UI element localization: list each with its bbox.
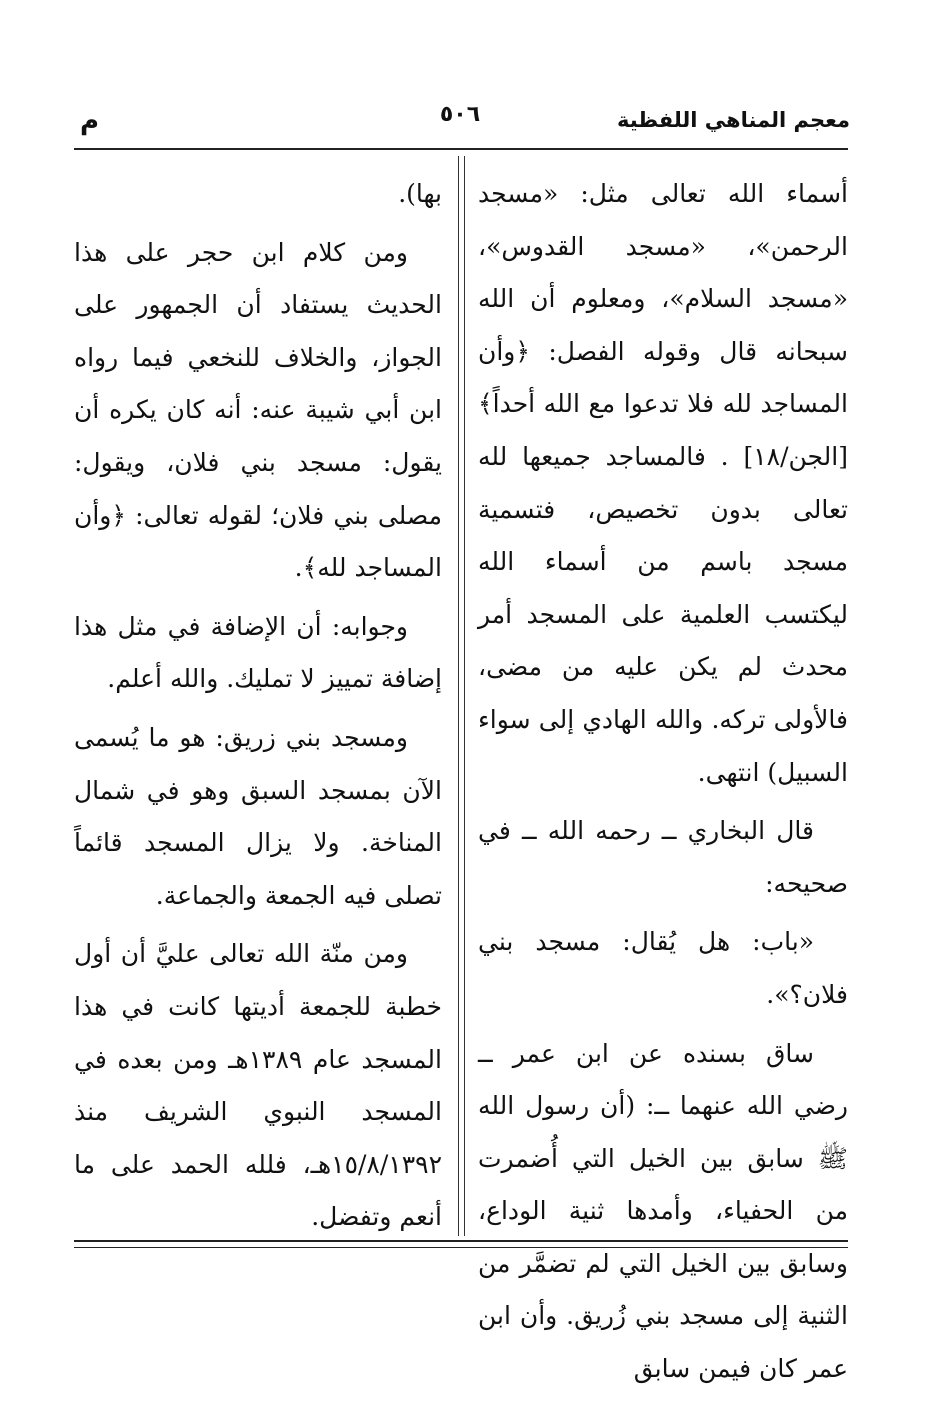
paragraph: أسماء الله تعالى مثل: «مسجد الرحمن»، «مسجد القدوس»، «مسجد السلام»، ومعلوم أن الله سبحانه قال وقوله الفصل: ﴿وأن المساجد لله فلا تدعوا مع الله أحداً﴾ [الجن/١٨] . فالمساجد جميعها لله تعالى بدون تخصيص، فتسمية مسجد باسم من أسماء الله ليكتسب العلمية على المسجد أمر محدث لم يكن عليه من مضى، فالأولى تركه. والله الهادي إلى سواء السبيل) انتهى. bbox=[478, 179, 848, 787]
footer-rule bbox=[74, 1240, 848, 1242]
header-rule bbox=[74, 148, 848, 150]
paragraph: قال البخاري ــ رحمه الله ــ في صحيحه: bbox=[478, 816, 848, 898]
paragraph: «باب: هل يُقال: مسجد بني فلان؟». bbox=[478, 927, 848, 1009]
page-number: ٥٠٦ bbox=[439, 102, 481, 127]
section-letter: م bbox=[80, 106, 100, 136]
paragraph: ساق بسنده عن ابن عمر ــ رضي الله عنهما ــ: (أن رسول الله ﷺ سابق بين الخيل التي أُضمرت من الحفياء، وأمدها ثنية الوداع، وسابق بين الخيل التي لم تضمَّر من الثنية إلى مسجد بني زُريق. وأن ابن عمر كان فيمن سابق bbox=[478, 1038, 848, 1384]
right-column bbox=[478, 168, 848, 1402]
paragraph: ومن منّة الله تعالى عليَّ أن أول خطبة للجمعة أديتها كانت في هذا المسجد عام ١٣٨٩هـ ومن بعده في المسجد النبوي الشريف منذ ١٥/٨/١٣٩٢هـ، فلله الحمد على ما أنعم وتفضل. bbox=[74, 939, 442, 1232]
page-header bbox=[70, 100, 850, 140]
paragraph: ومسجد بني زريق: هو ما يُسمى الآن بمسجد السبق وهو في شمال المناخة. ولا يزال المسجد قائماً تصلى فيه الجمعة والجماعة. bbox=[74, 722, 442, 910]
column-divider bbox=[458, 156, 465, 1236]
left-column bbox=[74, 168, 442, 1250]
paragraph: ومن كلام ابن حجر على هذا الحديث يستفاد أن الجمهور على الجواز، والخلاف للنخعي فيما رواه ابن أبي شيبة عنه: أنه كان يكره أن يقول: مسجد بني فلان، ويقول: مصلى بني فلان؛ لقوله تعالى: ﴿وأن المساجد لله﴾. bbox=[74, 237, 442, 583]
paragraph: بها). bbox=[398, 179, 442, 208]
paragraph: وجوابه: أن الإضافة في مثل هذا إضافة تمييز لا تمليك. والله أعلم. bbox=[74, 611, 442, 694]
running-title: معجم المناهي اللفظية bbox=[616, 108, 850, 132]
footer-rule-thin bbox=[74, 1247, 848, 1248]
